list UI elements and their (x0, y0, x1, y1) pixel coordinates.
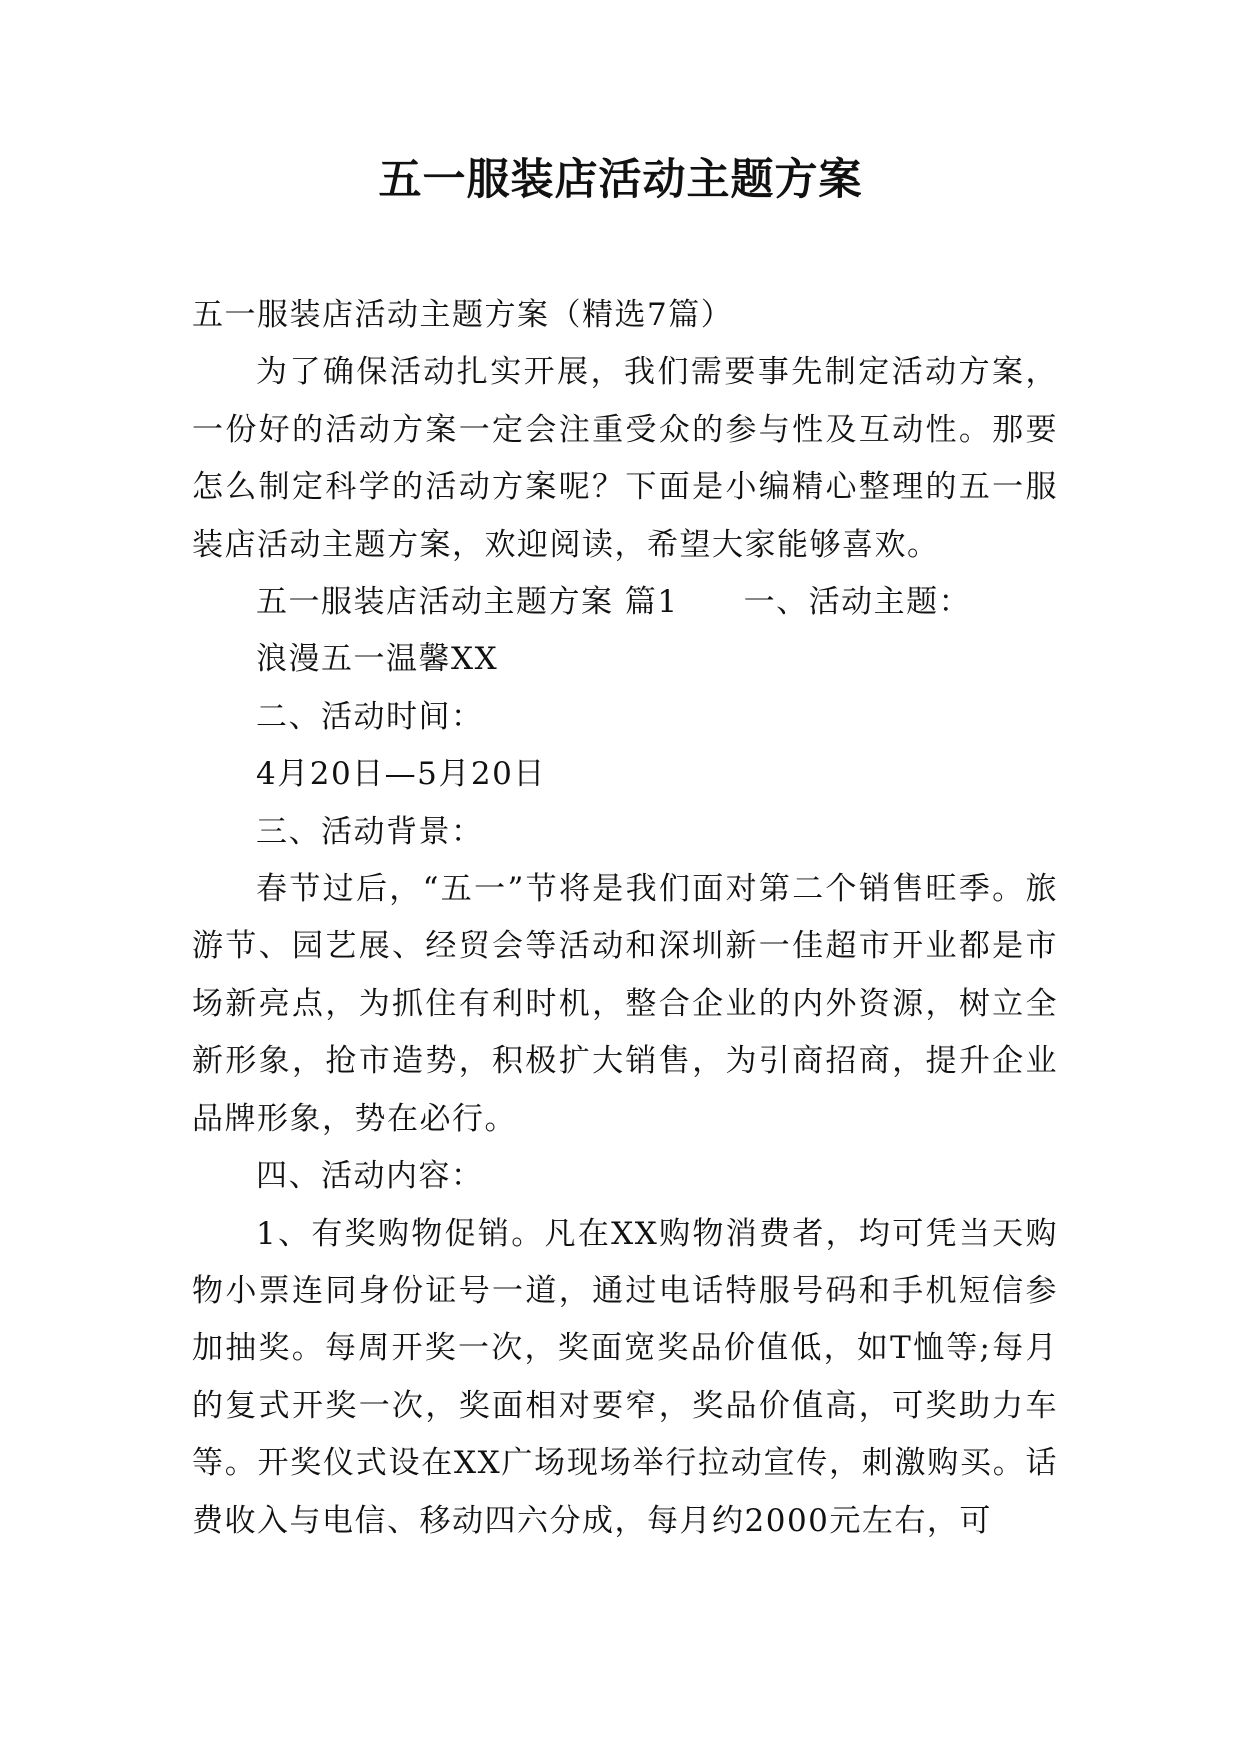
section-heading-paragraph: 五一服装店活动主题方案 篇1 一、活动主题： (256, 584, 972, 621)
intro-paragraph: 为了确保活动扎实开展，我们需要事先制定活动方案，一份好的活动方案一定会注重受众的参与性及互动性。那要怎么制定科学的活动方案呢？下面是小编精心整理的五一服装店活动主题方案，欢迎阅读，希望大家能够喜欢。 (192, 354, 1058, 563)
time-paragraph: 4月20日—5月20日 (256, 756, 546, 793)
background-heading-paragraph: 三、活动背景： (256, 813, 484, 850)
content-paragraph: 1、有奖购物促销。凡在XX购物消费者，均可凭当天购物小票连同身份证号一道，通过电话特服号码和手机短信参加抽奖。每周开奖一次，奖面宽奖品价值低，如T恤等;每月的复式开奖一次，奖面相对要窄，奖品价值高，可奖助力车等。开奖仪式设在XX广场现场举行拉动宣传，刺激购买。话费收入与电信、移动四六分成，每月约2000元左右，可 (192, 1215, 1058, 1539)
background-paragraph: 春节过后，“五一”节将是我们面对第二个销售旺季。旅游节、园艺展、经贸会等活动和深圳新一佳超市开业都是市场新亮点，为抓住有利时机，整合企业的内外资源，树立全新形象，抢市造势，积极扩大销售，为引商招商，提升企业品牌形象，势在必行。 (192, 871, 1058, 1137)
document-body (192, 287, 1058, 1550)
document-title: 五一服装店活动主题方案 (378, 155, 863, 205)
content-heading-paragraph: 四、活动内容： (256, 1158, 484, 1195)
subtitle-paragraph: 五一服装店活动主题方案（精选7篇） (192, 297, 734, 333)
theme-paragraph: 浪漫五一温馨XX (256, 641, 499, 678)
time-heading-paragraph: 二、活动时间： (256, 698, 484, 735)
